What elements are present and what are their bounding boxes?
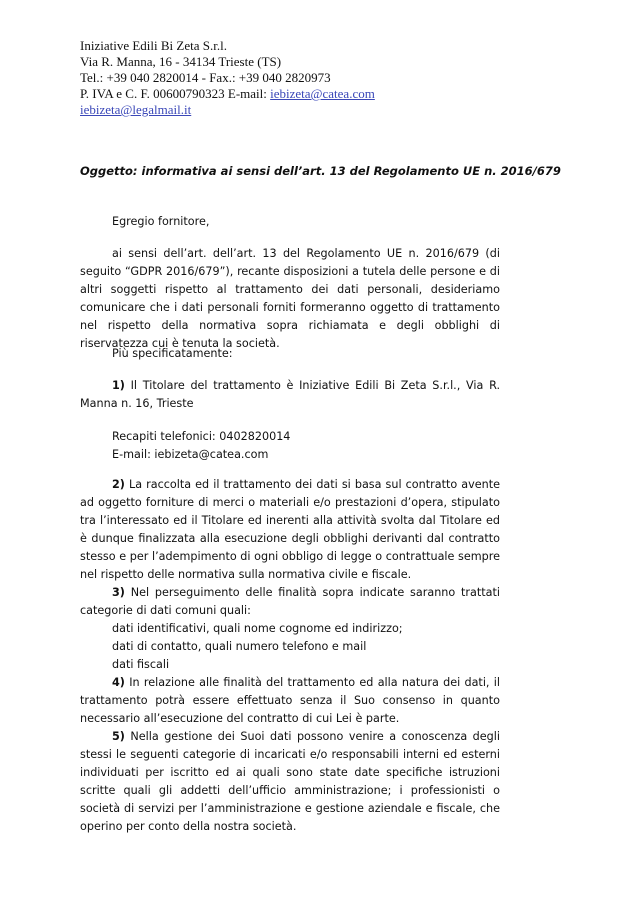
point-2-text: La raccolta ed il trattamento dei dati si basa sul contratto avente ad oggetto forniture di merci o materiali e/o prestazioni d’opera, stipulato tra l’interessato ed il Titolare ed inerenti alla attività svolta dal Titolare ed è dunque finalizzata alla esecuzione degli obblighi derivanti dal contratto stesso e per l’adempimento di ogni obbligo di legge o contrattuale sempre nel rispetto delle normativa sulla normativa civile e fiscale. (80, 478, 500, 581)
pec-line (80, 102, 375, 118)
point-2-number: 2) (112, 478, 125, 491)
point-1 (80, 377, 500, 413)
letterhead (80, 38, 375, 118)
point-3-item: dati fiscali (112, 658, 170, 671)
point-3-number: 3) (112, 586, 125, 599)
salutation: Egregio fornitore, (112, 215, 210, 228)
subject-line: Oggetto: informativa ai sensi dell’art. 13 del Regolamento UE n. 2016/679 (80, 164, 561, 178)
point-3 (80, 584, 500, 620)
company-address: Via R. Manna, 16 - 34134 Trieste (TS) (80, 54, 282, 69)
contacts-block (80, 428, 500, 464)
pec-link[interactable]: iebizeta@legalmail.it (80, 102, 192, 117)
point-5 (80, 728, 500, 836)
point-4-number: 4) (112, 676, 125, 689)
company-phone-fax: Tel.: +39 040 2820014 - Fax.: +39 040 2820973 (80, 70, 331, 85)
company-name: Iniziative Edili Bi Zeta S.r.l. (80, 38, 227, 53)
point-4-text: In relazione alle finalità del trattamento ed alla natura dei dati, il trattamento potrà essere effettuato senza il Suo consenso in quanto necessario all’esecuzione del contratto di cui Lei è parte. (80, 676, 500, 725)
contact-email: E-mail: iebizeta@catea.com (112, 448, 269, 461)
email-link[interactable]: iebizeta@catea.com (270, 86, 375, 101)
intro-text: ai sensi dell’art. dell’art. 13 del Regolamento UE n. 2016/679 (di seguito “GDPR 2016/679”), recante disposizioni a tutela delle persone e di altri soggetti rispetto al trattamento dei dati personali, desideriamo comunicare che i dati personali forniti formeranno oggetto di trattamento nel rispetto della normativa sopra richiamata e degli obblighi di riservatezza cui è tenuta la società. (80, 247, 500, 350)
point-2 (80, 476, 500, 584)
vat-text: P. IVA e C. F. 00600790323 E-mail: (80, 86, 271, 101)
point-3-text: Nel perseguimento delle finalità sopra indicate saranno trattati categorie di dati comuni quali: (80, 586, 500, 617)
point-5-text: Nella gestione dei Suoi dati possono venire a conoscenza degli stessi le seguenti categorie di incaricati e/o responsabili interni ed esterni individuati per iscritto ed ai quali sono state date specifiche istruzioni scritte quali gli addetti dell’ufficio amministrazione; i professionisti o società di servizi per l’amministrazione e gestione aziendale e fiscale, che operino per conto della nostra società. (80, 730, 500, 833)
point-4 (80, 674, 500, 728)
point-3-item: dati identificativi, quali nome cognome ed indirizzo; (112, 622, 403, 635)
company-vat-line (80, 86, 375, 102)
point-3-item: dati di contatto, quali numero telefono e mail (112, 640, 367, 653)
contact-phones: Recapiti telefonici: 0402820014 (112, 430, 291, 443)
more-specifically: Più specificatamente: (112, 347, 233, 360)
point-5-number: 5) (112, 730, 125, 743)
point-1-text: Il Titolare del trattamento è Iniziative Edili Bi Zeta S.r.l., Via R. Manna n. 16, Trieste (80, 379, 500, 410)
point-1-number: 1) (112, 379, 125, 392)
intro-paragraph (80, 245, 500, 353)
points-2-5 (80, 476, 500, 836)
